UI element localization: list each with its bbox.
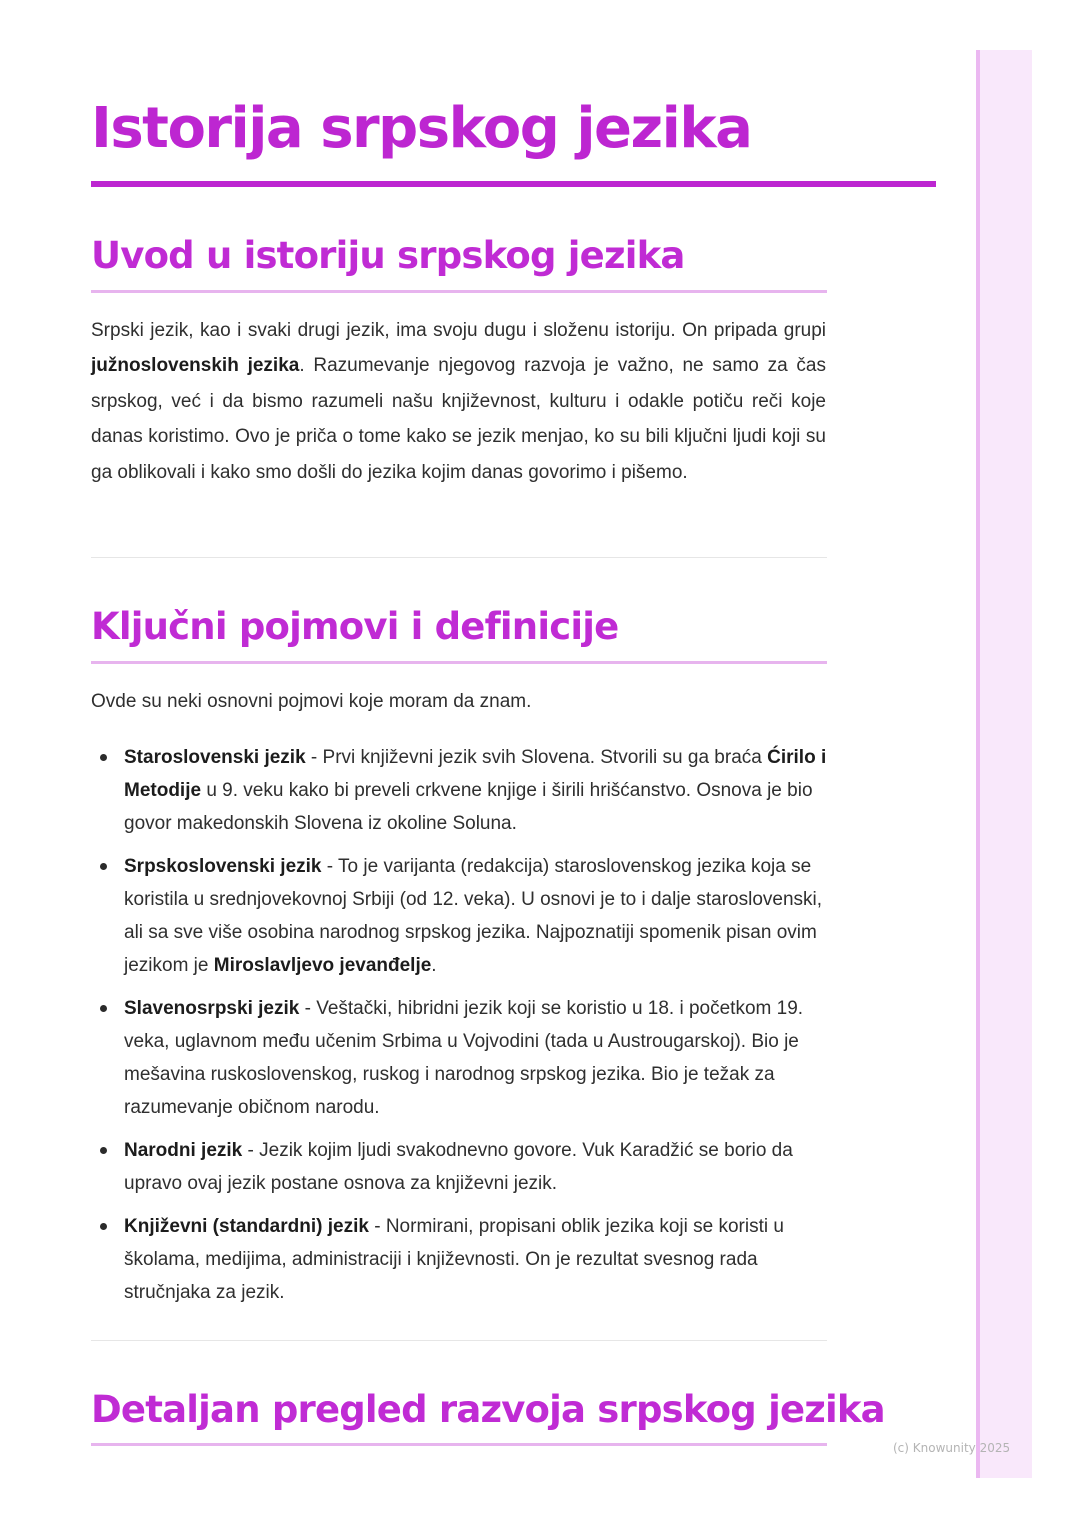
heading-underline-intro [91, 290, 827, 293]
term-name: Slavenosrpski jezik [124, 998, 300, 1019]
term-name: Narodni jezik [124, 1140, 243, 1161]
bullet-icon [100, 863, 107, 870]
intro-text-a: Srpski jezik, kao i svaki drugi jezik, ima svoju dugu i složenu istoriju. On pripada grupi [91, 320, 826, 341]
title-underline [91, 181, 936, 187]
section-heading-overview: Detaljan pregled razvoja srpskog jezika [91, 1388, 885, 1431]
watermark: (c) Knowunity 2025 [893, 1441, 1011, 1455]
bullet-icon [100, 1147, 107, 1154]
list-item [124, 850, 831, 982]
term-bold: Miroslavljevo jevanđelje [213, 955, 432, 976]
term-text: . [431, 955, 437, 976]
term-text: - Jezik kojim ljudi svakodnevno govore. Vuk Karadžić se borio da upravo ovaj jezik postane osnova za književni jezik. [124, 1140, 793, 1194]
section-heading-terms: Ključni pojmovi i definicije [91, 605, 619, 648]
term-name: Staroslovenski jezik [124, 747, 306, 768]
term-text: u 9. veku kako bi preveli crkvene knjige i širili hrišćanstvo. Osnova je bio govor makedonskih Slovena iz okoline Soluna. [124, 780, 813, 834]
list-item [124, 1210, 831, 1309]
section-divider [91, 557, 827, 558]
terms-lead: Ovde su neki osnovni pojmovi koje moram da znam. [91, 691, 532, 712]
section-divider [91, 1340, 827, 1341]
term-text: - Prvi književni jezik svih Slovena. Stvorili su ga braća [305, 747, 768, 768]
bullet-icon [100, 754, 107, 761]
term-text: - To je varijanta (redakcija) staroslovenskog jezika koja se koristila u srednjovekovnoj Srbiji (od 12. veka). U osnovi je to i dalje staroslovenski, ali sa sve više osobina narodnog srpskog jezika. Najpoznatiji spomenik pisan ovim jezikom je [124, 856, 823, 976]
bullet-icon [100, 1223, 107, 1230]
heading-underline-terms [91, 661, 827, 664]
intro-text-b: . Razumevanje njegovog razvoja je važno, ne samo za čas srpskog, već i da bismo razumeli našu književnost, kulturu i odakle potiču reči koje danas koristimo. Ovo je priča o tome kako se jezik menjao, ko su bili ključni ljudi koji su ga oblikovali i kako smo došli do jezika kojim danas govorimo i pišemo. [91, 355, 827, 483]
list-item [124, 992, 831, 1124]
term-text: - Normirani, propisani oblik jezika koji se koristi u školama, medijima, administraciji i književnosti. On je rezultat svesnog rada stručnjaka za jezik. [124, 1216, 784, 1303]
term-name: Srpskoslovenski jezik [124, 856, 322, 877]
page-title: Istorija srpskog jezika [91, 96, 752, 161]
terms-list [91, 741, 831, 1319]
intro-paragraph [91, 313, 826, 490]
side-margin-strip [976, 50, 1032, 1478]
list-item [124, 741, 831, 840]
term-text: - Veštački, hibridni jezik koji se koristio u 18. i početkom 19. veka, uglavnom među učenim Srbima u Vojvodini (tada u Austrougarskoj). Bio je mešavina ruskoslovenskog, ruskog i narodnog srpskog jezika. Bio je težak za razumevanje običnom narodu. [124, 998, 804, 1118]
heading-underline-overview [91, 1443, 827, 1446]
term-name: Književni (standardni) jezik [124, 1216, 369, 1237]
term-bold: Ćirilo i Metodije [124, 747, 827, 801]
intro-bold-term: južnoslovenskih jezika [91, 355, 300, 377]
section-heading-intro: Uvod u istoriju srpskog jezika [91, 234, 685, 277]
bullet-icon [100, 1005, 107, 1012]
list-item [124, 1134, 831, 1200]
